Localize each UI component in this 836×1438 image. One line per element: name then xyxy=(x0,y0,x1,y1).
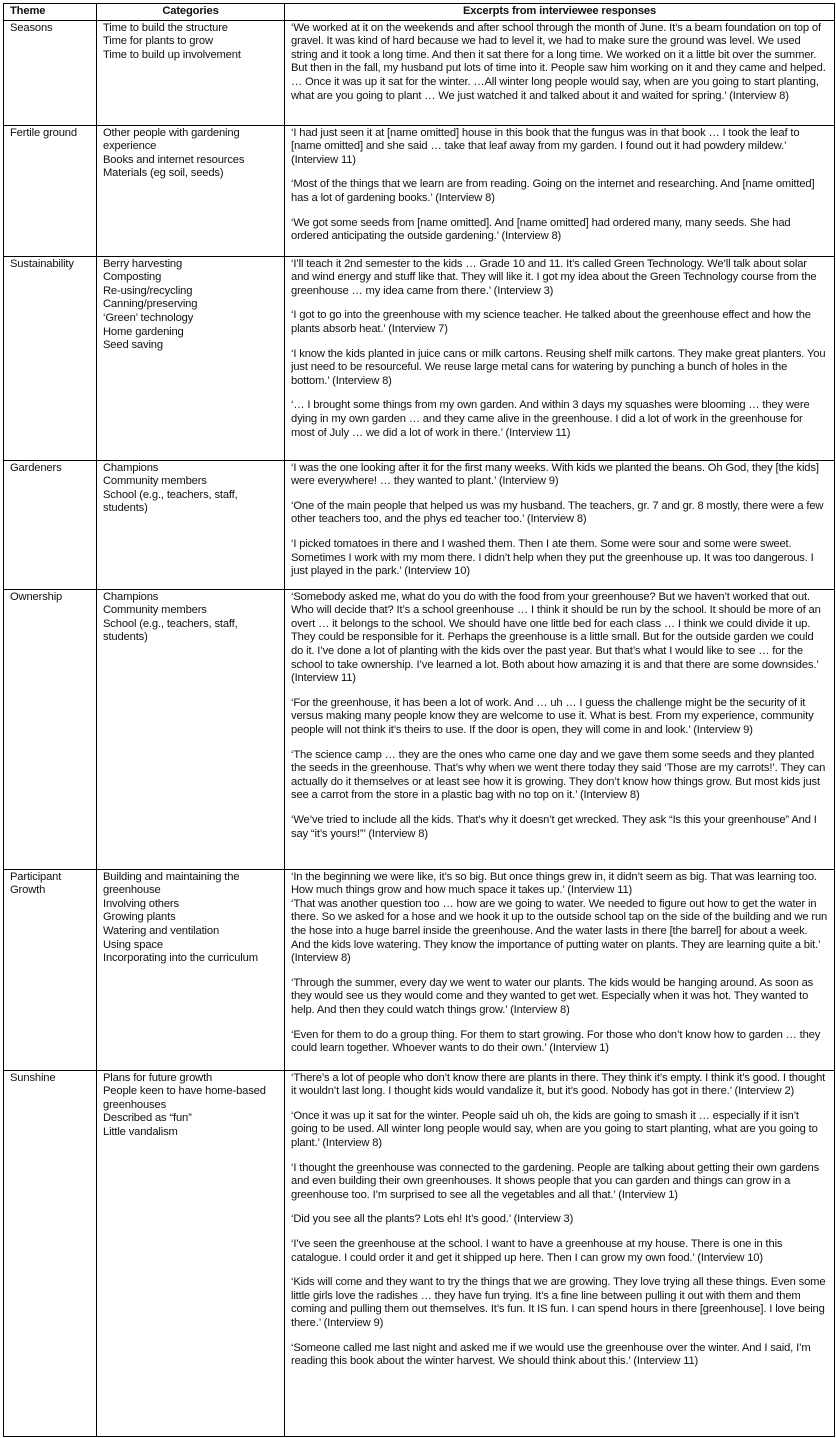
categories-cell xyxy=(97,1070,285,1436)
categories-cell xyxy=(97,589,285,869)
category-item: Seed saving xyxy=(103,339,163,352)
excerpt-quote: ‘Someone called me last night and asked me if we would use the greenhouse over the winter. And I said, I’m reading this book about the winter harvest. We should think about this.’ (Interview 11) xyxy=(291,1341,811,1368)
category-item: Community members xyxy=(103,604,207,617)
categories-cell xyxy=(97,256,285,460)
table-row-fertile-ground xyxy=(4,125,835,256)
excerpt-quote: ‘That was another question too … how are we going to water. We needed to figure out how to get the water in there. So we asked for a hose and we hook it up to the outside school tap on the side of the building and we run the hose into a huge barrel inside the greenhouse. And the water lasts in there [the barrel] for about a week. And the kids love watering. They know the importance of putting water on plants. They are learning quite a bit.’ (Interview 8) xyxy=(291,897,828,965)
excerpts-cell xyxy=(285,460,835,589)
category-item: Champions xyxy=(103,590,159,603)
table-row-ownership xyxy=(4,589,835,869)
categories-cell xyxy=(97,20,285,125)
excerpts-cell xyxy=(285,125,835,256)
category-item: Re-using/recycling xyxy=(103,284,193,297)
header-theme: Theme xyxy=(4,4,97,21)
category-item: People keen to have home-based greenhouses xyxy=(103,1085,266,1111)
category-item: Growing plants xyxy=(103,911,176,924)
excerpt-quote: ‘I’ve seen the greenhouse at the school. I want to have a greenhouse at my house. There is one in this catalogue. I could order it and get it shipped up here. Then I can grow my own food.’ (Interview 10) xyxy=(291,1237,783,1264)
excerpt-quote: ‘I know the kids planted in juice cans or milk cartons. Reusing shelf milk cartons. They make great planters. You just need to be resourceful. We reuse large metal cans for watering by punching a bunch of holes in the bottom.’ (Interview 8) xyxy=(291,347,826,387)
header-row xyxy=(4,4,835,21)
category-item: Plans for future growth xyxy=(103,1071,213,1084)
table-row-sustainability xyxy=(4,256,835,460)
category-item: Little vandalism xyxy=(103,1125,178,1138)
category-item: School (e.g., teachers, staff, students) xyxy=(103,488,238,515)
theme-cell: Fertile ground xyxy=(4,125,97,256)
excerpt-quote: ‘We’ve tried to include all the kids. That’s why it doesn’t get wrecked. They ask “Is this your greenhouse” And I say “it’s yours!”’ (Interview 8) xyxy=(291,813,817,840)
excerpt-quote: ‘Somebody asked me, what do you do with the food from your greenhouse? But we haven’t worked that out. Who will decide that? It’s a school greenhouse … I think it should be run by the school. It should be more of an overt … it belongs to the school. We should have one little bed for each class … I think we could divide it up. They could be responsible for it. Perhaps the greenhouse is a little small. But for the outside garden we could do it. I’ve done a lot of planting with the kids over the past year. But that’s what I would like to see … for the school to take ownership. I’ve learned a lot. Both about how amazing it is and that there are some downsides.’ (Interview 11) xyxy=(291,590,821,685)
categories-cell xyxy=(97,125,285,256)
theme-cell: Sustainability xyxy=(4,256,97,460)
theme-cell: Ownership xyxy=(4,589,97,869)
excerpt-quote: ‘I’ll teach it 2nd semester to the kids … Grade 10 and 11. It’s called Green Technology. We’ll talk about solar and wind energy and stuff like that. They will like it. I got my idea about the Green Technology course from the greenhouse … my idea came from there.’ (Interview 3) xyxy=(291,257,817,297)
excerpts-cell xyxy=(285,20,835,125)
excerpt-quote: ‘Did you see all the plants? Lots eh! It’s good.’ (Interview 3) xyxy=(291,1213,574,1226)
category-item: Books and internet resources xyxy=(103,153,245,166)
category-item: Time to build up involvement xyxy=(103,48,241,61)
excerpt-quote: ‘I got to go into the greenhouse with my science teacher. He talked about the greenhouse effect and how the plants absorb heat.’ (Interview 7) xyxy=(291,309,811,335)
category-item: School (e.g., teachers, staff, students) xyxy=(103,617,238,644)
excerpt-quote: ‘We worked at it on the weekends and after school through the month of June. It’s a beam foundation on top of gravel. It was kind of hard because we had to level it, we had to make sure the ground was level. We used string and it took a long time. And then it sat there for a long time. We worked on it a little bit over the summer. But then in the fall, my husband put lots of time into it. People saw him working on it and they came and helped. … Once it was up it sat for the winter. …All winter long people would say, when are you going to start planting, what are you going to plant … We just watched it and talked about it and waited for spring.’ (Interview 8) xyxy=(291,21,826,102)
theme-cell: Participant Growth xyxy=(4,869,97,1070)
theme-cell: Sunshine xyxy=(4,1070,97,1436)
category-item: Community members xyxy=(103,475,207,488)
category-item: Home gardening xyxy=(103,325,184,338)
excerpts-cell xyxy=(285,589,835,869)
category-item: Described as “fun” xyxy=(103,1112,192,1125)
category-item: Canning/preserving xyxy=(103,298,198,311)
theme-cell: Seasons xyxy=(4,20,97,125)
excerpt-quote: ‘I was the one looking after it for the first many weeks. With kids we planted the beans. Oh God, they [the kids] were everywhere! … they wanted to plant.’ (Interview 9) xyxy=(291,461,819,488)
category-item: Time for plants to grow xyxy=(103,35,213,48)
category-item: Building and maintaining the greenhouse xyxy=(103,870,240,897)
excerpt-quote: ‘… I brought some things from my own garden. And within 3 days my squashes were blooming … they were dying in my own garden … and they came alive in the greenhouse. I did a lot of work in the greenhouse for most of July … we did a lot of work in there.’ (Interview 11) xyxy=(291,399,810,439)
excerpt-quote: ‘Most of the things that we learn are from reading. Going on the internet and researching. And [name omitted] has a lot of gardening books.’ (Interview 8) xyxy=(291,178,815,204)
excerpt-quote: ‘Kids will come and they want to try the things that we are growing. They love trying all these things. Even some little girls love the radishes … they have fun trying. It’s a fine line between pulling it out with them and them coming and pulling them out themselves. It’s fun. It IS fun. I can spend hours in there [greenhouse]. I love being there.’ (Interview 9) xyxy=(291,1276,826,1329)
categories-cell xyxy=(97,460,285,589)
excerpts-cell xyxy=(285,869,835,1070)
themes-table xyxy=(3,3,835,1437)
excerpt-quote: ‘We got some seeds from [name omitted]. And [name omitted] had ordered many, many seeds. She had ordered anticipating the outside gardening.’ (Interview 8) xyxy=(291,216,791,243)
table-row-participant-growth xyxy=(4,869,835,1070)
table-row-gardeners xyxy=(4,460,835,589)
table-row-seasons xyxy=(4,20,835,125)
category-item: Materials (eg soil, seeds) xyxy=(103,167,224,180)
excerpt-quote: ‘I thought the greenhouse was connected to the gardening. People are talking about getting their own gardens and even building their own greenhouses. It shows people that you can garden and things can grow in a greenhouse too. I’m surprised to see all the vegetables and all that.’ (Interview 1) xyxy=(291,1161,820,1201)
category-item: ‘Green’ technology xyxy=(103,311,194,324)
excerpt-quote: ‘For the greenhouse, it has been a lot of work. And … uh … I guess the challenge might be the security of it versus making many people know they are welcome to use it. What is best. From my experience, community people will not think it’s theirs to use. If the door is open, they will come in and look.’ (Interview 9) xyxy=(291,696,814,736)
excerpt-quote: ‘Once it was up it sat for the winter. People said uh oh, the kids are going to smash it … especially if it isn’t going to be used. All winter long people would say, when are you going to start planting, what are you going to plant.’ (Interview 8) xyxy=(291,1109,818,1149)
table-row-sunshine xyxy=(4,1070,835,1436)
excerpt-quote: ‘Through the summer, every day we went to water our plants. The kids would be hanging around. As soon as they would see us they would come and they wanted to get wet. Especially when it was hot. They wanted to help. And then they could watch things grow.’ (Interview 8) xyxy=(291,976,814,1016)
excerpt-quote: ‘I had just seen it at [name omitted] house in this book that the fungus was in that book … I took the leaf to [name omitted] and she said … take that leaf away from my garden. I found out it had powdery mildew.’ (Interview 11) xyxy=(291,126,800,166)
theme-cell: Gardeners xyxy=(4,460,97,589)
excerpt-quote: ‘In the beginning we were like, it’s so big. But once things grew in, it didn’t seem as big. That was learning too. How much things grow and how much space it takes up.’ (Interview 11) xyxy=(291,870,817,897)
excerpt-quote: ‘One of the main people that helped us was my husband. The teachers, gr. 7 and gr. 8 mostly, there were a few other teachers too, and the phys ed teacher too.’ (Interview 8) xyxy=(291,499,824,526)
category-item: Using space xyxy=(103,938,163,951)
category-item: Watering and ventilation xyxy=(103,924,220,937)
header-excerpts: Excerpts from interviewee responses xyxy=(285,4,835,21)
category-item: Composting xyxy=(103,271,162,284)
excerpt-quote: ‘I picked tomatoes in there and I washed them. Then I ate them. Some were sour and some were sweet. Sometimes I work with my mom there. I didn’t help when they put the greenhouse up. It was too dangerous. I just played in the park.’ (Interview 10) xyxy=(291,537,814,578)
excerpts-cell xyxy=(285,256,835,460)
categories-cell xyxy=(97,869,285,1070)
category-item: Champions xyxy=(103,461,159,474)
excerpt-quote: ‘Even for them to do a group thing. For them to start growing. For those who don’t know how to garden … they could learn together. Whoever wants to do their own.’ (Interview 1) xyxy=(291,1028,821,1055)
category-item: Other people with gardening experience xyxy=(103,126,240,153)
excerpt-quote: ‘The science camp … they are the ones who came one day and we gave them some seeds and they planted the seeds in the greenhouse. That’s why when we went there today they said ‘Those are my carrots!’. They can actually do it themselves or at least see how it is growing. They don’t know how things grow. But most kids just see a carrot from the store in a plastic bag with no top on it.’ (Interview 8) xyxy=(291,748,826,802)
header-categories: Categories xyxy=(97,4,285,21)
category-item: Incorporating into the curriculum xyxy=(103,952,258,965)
category-item: Berry harvesting xyxy=(103,257,183,270)
category-item: Time to build the structure xyxy=(103,21,228,34)
excerpts-cell xyxy=(285,1070,835,1436)
excerpt-quote: ‘There’s a lot of people who don’t know there are plants in there. They think it’s empty. I think it’s good. I thought it wouldn’t last long. I thought kids would vandalize it, but it’s good. Nobody has got in there.’ (Interview 2) xyxy=(291,1071,826,1098)
category-item: Involving others xyxy=(103,897,179,910)
